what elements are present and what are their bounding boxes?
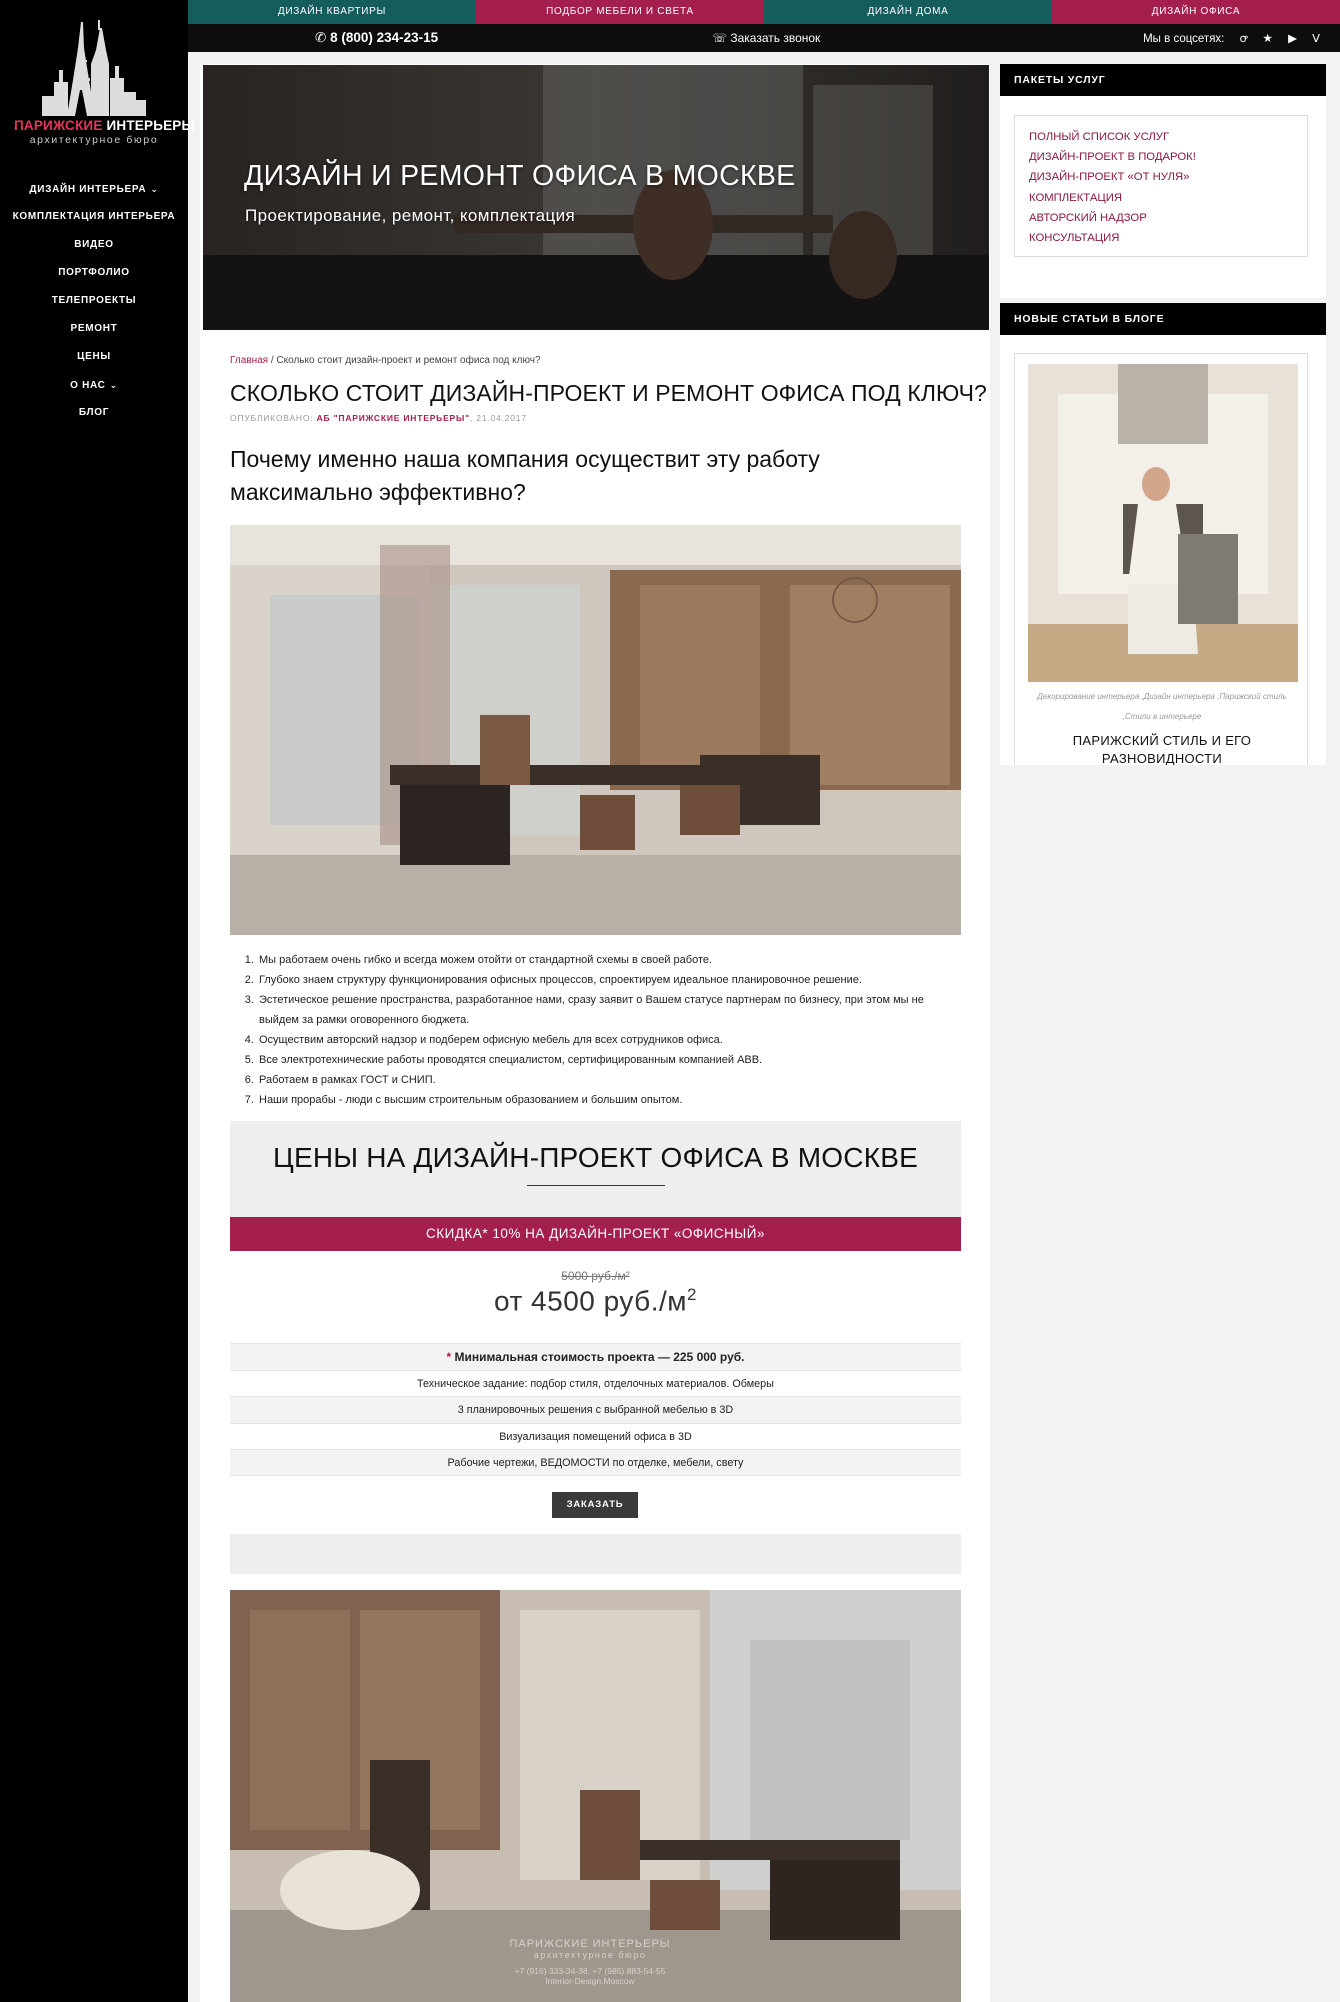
nav-item-portfolio[interactable]	[0, 259, 188, 287]
odnoklassniki-icon[interactable]: ꝍ	[1239, 33, 1248, 45]
packages-widget	[1000, 96, 1326, 298]
nav-item-teleprojects[interactable]	[0, 287, 188, 315]
old-price: 5000 руб./м²	[561, 1269, 630, 1283]
vk-icon[interactable]: ᐯ	[1312, 33, 1320, 45]
meta-author-link[interactable]: АБ "ПАРИЖСКИЕ ИНТЕРЬЕРЫ"	[316, 413, 470, 423]
hero-subtitle: Проектирование, ремонт, комплектация	[245, 206, 576, 225]
nav-item-video[interactable]	[0, 231, 188, 259]
benefit-item: 3. Эстетическое решение пространства, разработанное нами, сразу заявит о Вашем статусе партнерам по бизнесу, при этом мы не выйдем за рамки оговоренного бюджета.	[257, 990, 963, 1030]
order-button[interactable]: ЗАКАЗАТЬ	[552, 1492, 638, 1518]
logo-title-a: ПАРИЖСКИЕ	[14, 118, 103, 133]
nav-item-interior-design[interactable]	[0, 175, 188, 203]
watermark-title: ПАРИЖСКИЕ ИНТЕРЬЕРЫ	[509, 1938, 671, 1950]
blog-widget-title: НОВЫЕ СТАТЬИ В БЛОГЕ	[1000, 303, 1326, 335]
callback-label: Заказать звонок	[730, 31, 821, 45]
main-nav	[0, 175, 188, 427]
gray-spacer	[230, 1534, 961, 1574]
nav-item-label: ЦЕНЫ	[77, 351, 111, 362]
hero-banner	[203, 65, 989, 330]
eiffel-skyline-logo-icon	[34, 20, 154, 116]
blog-widget	[1000, 335, 1326, 765]
nav-item-label: ВИДЕО	[74, 239, 114, 250]
price-row: Визуализация помещений офиса в 3D	[230, 1423, 961, 1450]
nav-item-completion[interactable]	[0, 203, 188, 231]
nav-item-label: КОМПЛЕКТАЦИЯ ИНТЕРЬЕРА	[12, 211, 176, 222]
benefit-item: 6. Работаем в рамках ГОСТ и СНИП.	[257, 1070, 963, 1090]
package-link[interactable]: КОНСУЛЬТАЦИЯ	[1029, 232, 1120, 245]
package-link[interactable]: ДИЗАЙН-ПРОЕКТ В ПОДАРОК!	[1029, 151, 1196, 164]
chevron-down-icon: ⌄	[109, 380, 118, 390]
pricing-title: ЦЕНЫ НА ДИЗАЙН-ПРОЕКТ ОФИСА В МОСКВЕ	[273, 1142, 918, 1173]
office-photo-2	[230, 1590, 961, 2002]
top-category-bar	[188, 0, 1340, 24]
parisian-interior-portrait	[1028, 364, 1298, 682]
topbar-office-design[interactable]: ДИЗАЙН ОФИСА	[1052, 0, 1340, 24]
logo-title-b: ИНТЕРЬЕРЫ	[106, 118, 195, 133]
phone-bar	[188, 24, 1340, 52]
phone-link[interactable]	[315, 30, 438, 46]
lead-heading: Почему именно наша компания осуществит эту работу максимально эффективно?	[230, 446, 820, 505]
nav-item-renovation[interactable]	[0, 315, 188, 343]
price-row: Рабочие чертежи, ВЕДОМОСТИ по отделке, мебели, свету	[230, 1449, 961, 1476]
benefit-item: 7. Наши прорабы - люди с высшим строительным образованием и большим опытом.	[257, 1090, 963, 1110]
packages-widget-title: ПАКЕТЫ УСЛУГ	[1000, 64, 1326, 96]
main-content	[200, 64, 990, 2002]
blog-post-tags[interactable]: Декорирование интерьера ,Дизайн интерьера ,Парижский стиль ,Стили в интерьере	[1037, 692, 1287, 721]
office-interior-image	[230, 525, 961, 935]
hero-office-photo	[203, 65, 989, 330]
pricing-header-box	[230, 1121, 961, 1217]
nav-item-label: О НАС	[70, 380, 106, 391]
package-link[interactable]: КОМПЛЕКТАЦИЯ	[1029, 191, 1122, 204]
price-row: 3 планировочных решения с выбранной мебелью в 3D	[230, 1396, 961, 1423]
asterisk: *	[446, 1350, 452, 1364]
topbar-furniture-light[interactable]: ПОДБОР МЕБЕЛИ И СВЕТА	[476, 0, 764, 24]
benefit-item: 4. Осуществим авторский надзор и подберем офисную мебель для всех сотрудников офиса.	[257, 1030, 963, 1050]
nav-item-label: ТЕЛЕПРОЕКТЫ	[51, 295, 137, 306]
watermark-phones: +7 (916) 333-34-38, +7 (985) 883-54-55	[514, 1966, 666, 1976]
breadcrumb-home-link[interactable]: Главная	[230, 355, 269, 366]
meta-date: , 21.04.2017	[469, 413, 527, 423]
blog-post-card[interactable]	[1014, 353, 1308, 765]
breadcrumb-current: Сколько стоит дизайн-проект и ремонт офиса под ключ?	[276, 355, 541, 366]
new-price-value: от 4500 руб./м	[493, 1285, 688, 1317]
price-row	[230, 1343, 961, 1370]
post-meta	[230, 413, 527, 423]
topbar-house-design[interactable]: ДИЗАЙН ДОМА	[764, 0, 1052, 24]
pricing-divider	[527, 1185, 665, 1186]
callback-link[interactable]	[712, 31, 820, 45]
price-row: Техническое задание: подбор стиля, отделочных материалов. Обмеры	[230, 1370, 961, 1397]
phone-icon: ✆	[315, 30, 327, 45]
package-link[interactable]: ПОЛНЫЙ СПИСОК УСЛУГ	[1029, 131, 1170, 143]
nav-item-label: ДИЗАЙН ИНТЕРЬЕРА	[29, 184, 147, 195]
package-link[interactable]: АВТОРСКИЙ НАДЗОР	[1029, 211, 1147, 224]
benefit-item: 1. Мы работаем очень гибко и всегда можем отойти от стандартной схемы в своей работе.	[257, 950, 963, 970]
packages-list	[1014, 115, 1308, 257]
logo[interactable]	[14, 20, 195, 150]
callback-icon: ☏	[712, 31, 728, 45]
watermark-subtitle: архитектурное бюро	[533, 1950, 647, 1960]
nav-item-label: РЕМОНТ	[70, 323, 118, 334]
nav-item-label: БЛОГ	[78, 407, 110, 418]
chevron-down-icon: ⌄	[150, 184, 159, 194]
star-icon[interactable]: ★	[1262, 33, 1273, 45]
price-row-text: Минимальная стоимость проекта — 225 000 руб.	[454, 1350, 745, 1364]
nav-item-blog[interactable]	[0, 399, 188, 427]
new-price-exponent: 2	[687, 1285, 697, 1304]
nav-item-about[interactable]	[0, 371, 188, 399]
photo-watermark	[480, 1938, 700, 1986]
discount-banner: СКИДКА* 10% НА ДИЗАЙН-ПРОЕКТ «ОФИСНЫЙ»	[230, 1217, 961, 1251]
blog-post-image[interactable]	[1028, 364, 1298, 682]
breadcrumb	[230, 355, 541, 366]
youtube-icon[interactable]: ▶	[1288, 33, 1297, 45]
watermark-site: Interior-Design.Moscow	[545, 1976, 635, 1986]
breadcrumb-separator: /	[268, 355, 277, 366]
article-title: СКОЛЬКО СТОИТ ДИЗАЙН-ПРОЕКТ И РЕМОНТ ОФИСА ПОД КЛЮЧ?	[230, 380, 987, 406]
meta-prefix: ОПУБЛИКОВАНО:	[230, 413, 314, 423]
price-table	[230, 1343, 961, 1476]
package-link[interactable]: ДИЗАЙН-ПРОЕКТ «ОТ НУЛЯ»	[1029, 171, 1190, 184]
new-price	[230, 1285, 961, 1317]
benefit-item: 2. Глубоко знаем структуру функционирования офисных процессов, спроектируем идеальное планировочное решение.	[257, 970, 963, 990]
hero-title: ДИЗАЙН И РЕМОНТ ОФИСА В МОСКВЕ	[244, 160, 796, 192]
social-links	[1143, 31, 1320, 46]
phone-number: 8 (800) 234-23-15	[330, 30, 439, 45]
blog-post-title[interactable]: ПАРИЖСКИЙ СТИЛЬ И ЕГО РАЗНОВИДНОСТИ	[1072, 733, 1252, 765]
social-label: Мы в соцсетях:	[1143, 33, 1225, 45]
benefits-list	[243, 950, 963, 1110]
benefit-item: 5. Все электротехнические работы проводятся специалистом, сертифицированным компанией ABB.	[257, 1050, 963, 1070]
logo-subtitle: архитектурное бюро	[29, 134, 159, 146]
nav-item-prices[interactable]	[0, 343, 188, 371]
topbar-apartment-design[interactable]: ДИЗАЙН КВАРТИРЫ	[188, 0, 476, 24]
nav-item-label: ПОРТФОЛИО	[58, 267, 130, 278]
left-sidebar	[0, 0, 195, 2002]
office-photo-1	[230, 525, 961, 935]
